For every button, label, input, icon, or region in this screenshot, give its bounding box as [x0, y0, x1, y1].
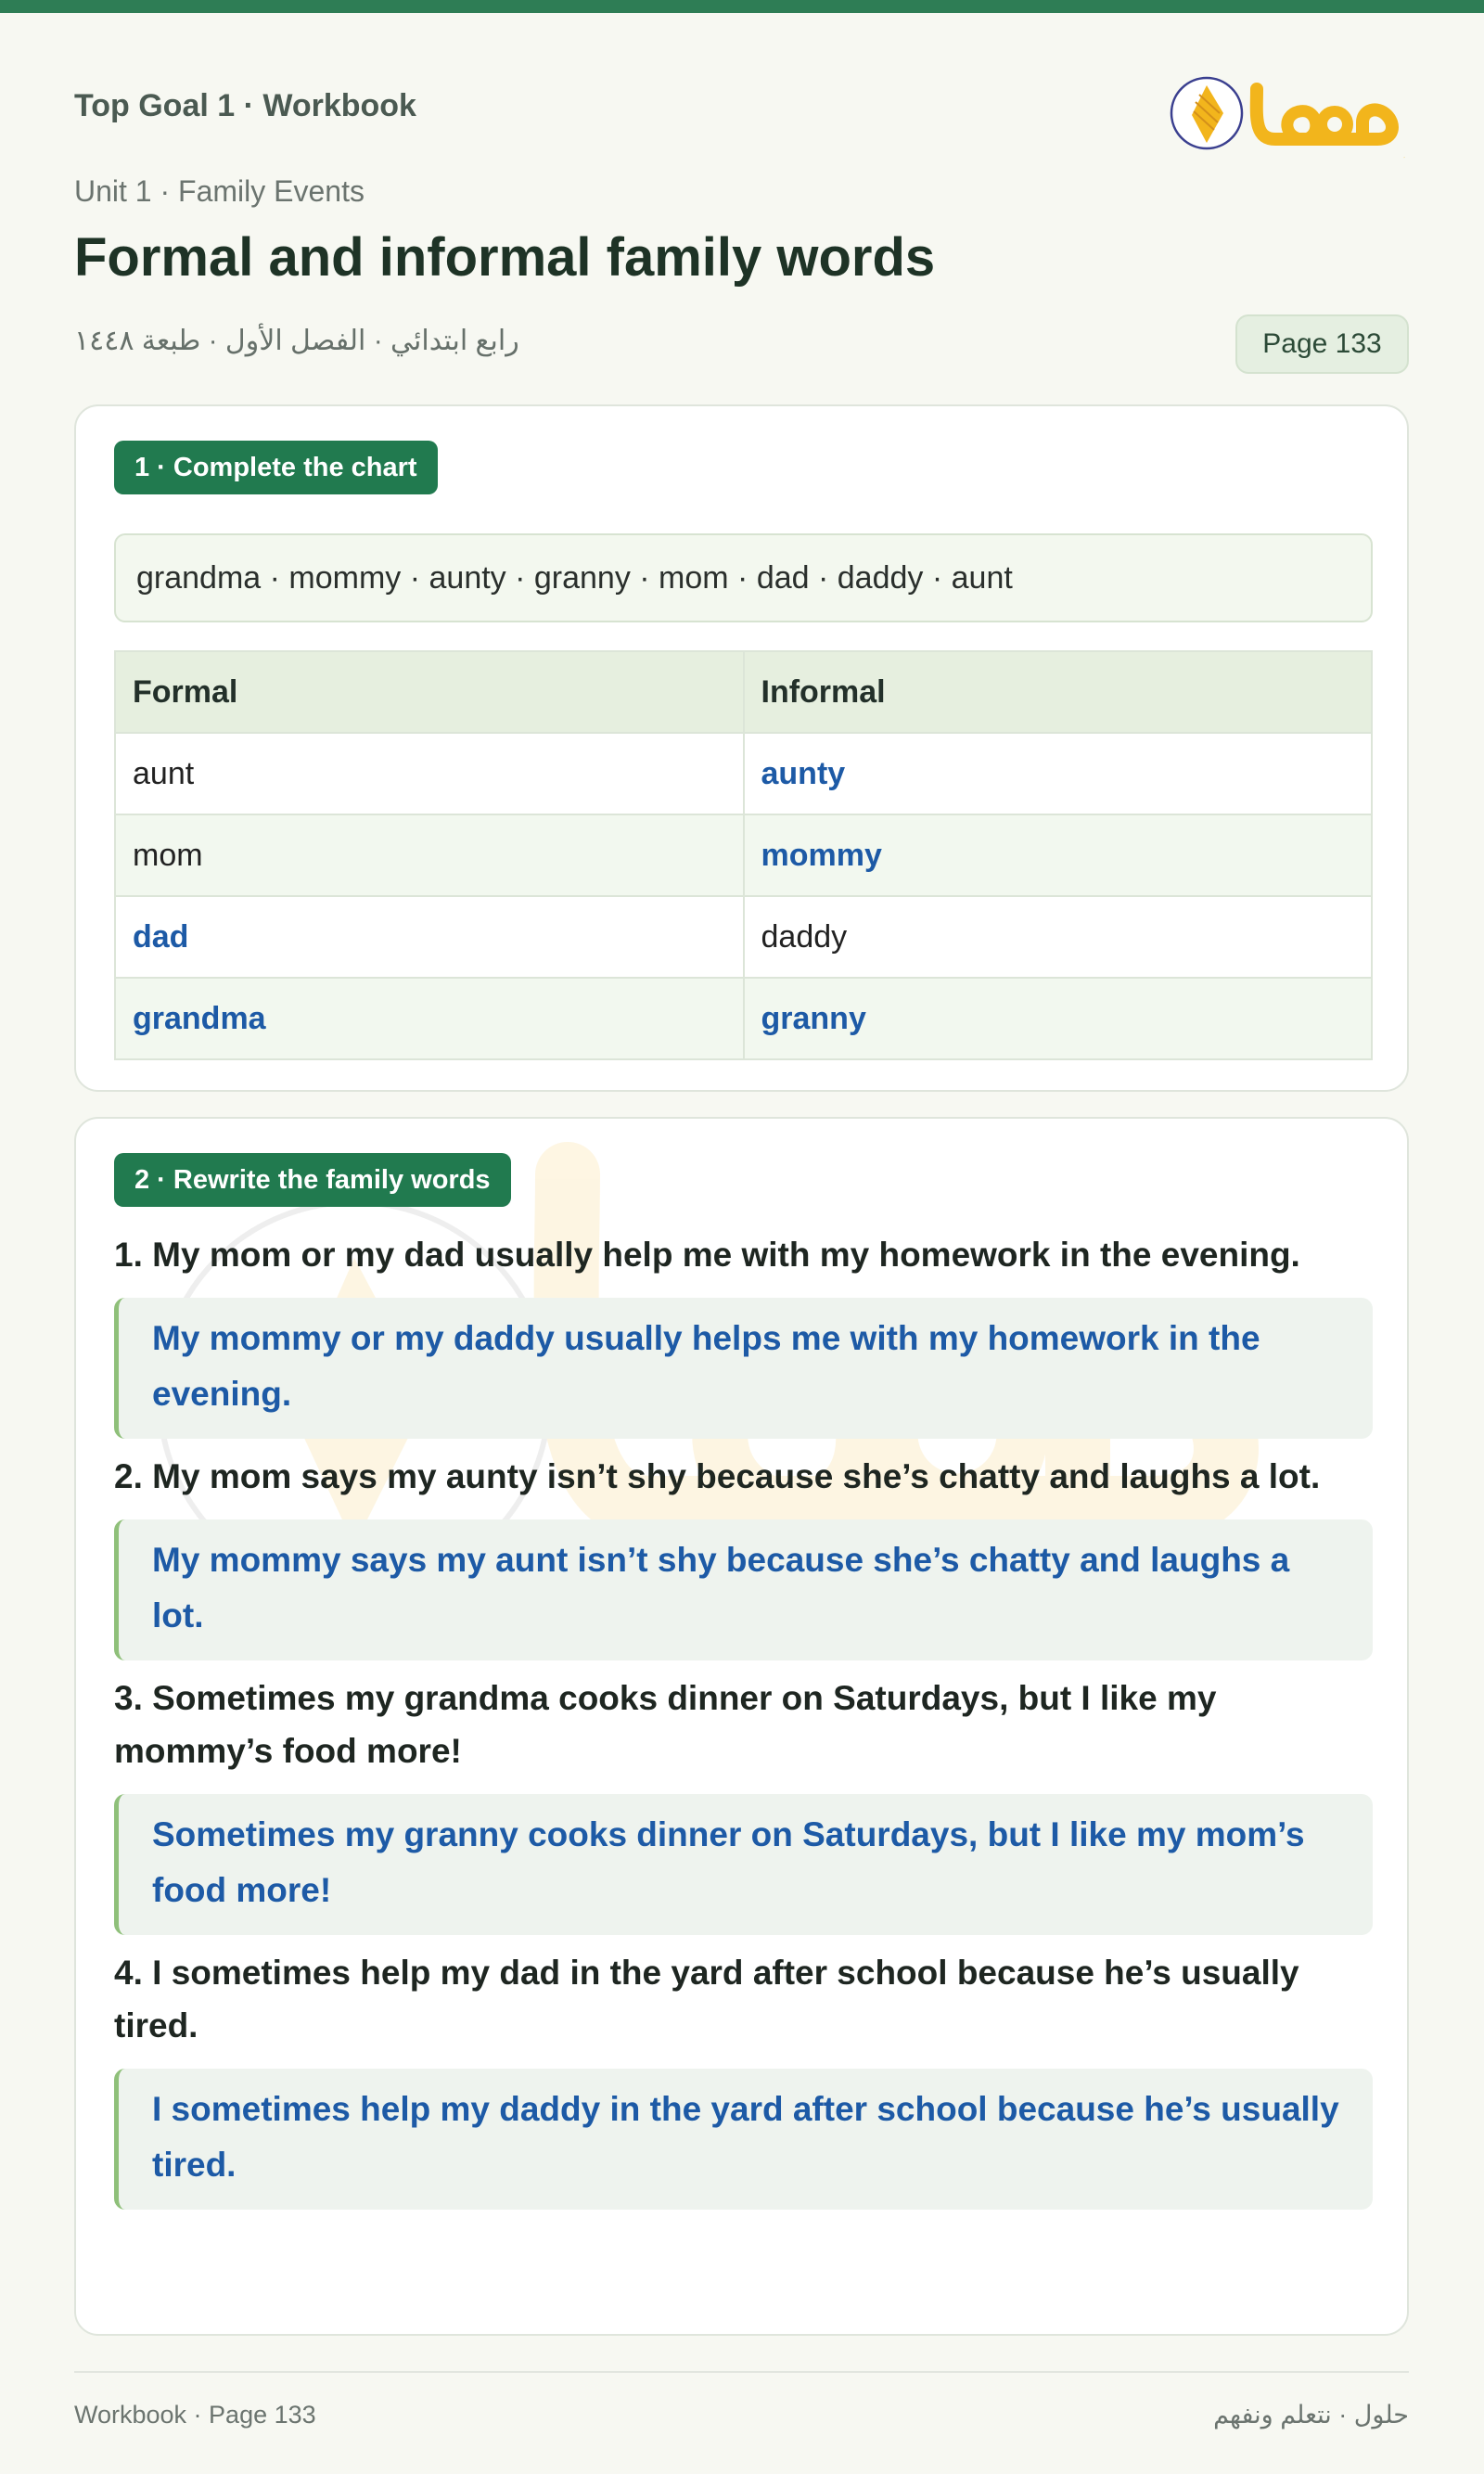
formal-answer-cell: grandma [115, 978, 744, 1059]
section-2-label: 2 · Rewrite the family words [114, 1153, 511, 1207]
rewrite-items [114, 1228, 1373, 2210]
footer-tagline: حلول · نتعلم ونفهم [1213, 2401, 1409, 2429]
arabic-subtitle: رابع ابتدائي · الفصل الأول · طبعة ١٤٤٨ [74, 326, 519, 356]
question-sentence: 4. I sometimes help my dad in the yard after school because he’s usually tired. [114, 1954, 1299, 2045]
section-complete-chart [74, 404, 1409, 1092]
answer-sentence: I sometimes help my daddy in the yard after school because he’s usually tired. [114, 2069, 1373, 2210]
unit-label: Unit 1 · Family Events [74, 174, 365, 208]
section-rewrite-words [74, 1117, 1409, 2336]
family-words-chart [114, 650, 1373, 1060]
chart-row [115, 978, 1372, 1059]
answer-sentence: My mommy says my aunt isn’t shy because she’s chatty and laughs a lot. [114, 1519, 1373, 1660]
answer-sentence: Sometimes my granny cooks dinner on Saturdays, but I like my mom’s food more! [114, 1794, 1373, 1935]
formal-answer-cell: dad [115, 896, 744, 978]
rewrite-item [114, 1228, 1373, 1439]
informal-cell: daddy [744, 896, 1373, 978]
rewrite-item [114, 1672, 1373, 1935]
footer-divider [74, 2371, 1409, 2373]
page-title: Formal and informal family words [74, 227, 936, 288]
chart-row [115, 733, 1372, 814]
chart-row [115, 896, 1372, 978]
column-header-formal: Formal [115, 651, 744, 733]
question-sentence: 3. Sometimes my grandma cooks dinner on Saturdays, but I like my mommy’s food more! [114, 1679, 1217, 1770]
footer-page-label: Workbook · Page 133 [74, 2401, 316, 2429]
workbook-brand: Top Goal 1 · Workbook [74, 88, 416, 123]
informal-answer-cell: mommy [744, 814, 1373, 896]
answer-sentence: My mommy or my daddy usually helps me with my homework in the evening. [114, 1298, 1373, 1439]
question-sentence: 1. My mom or my dad usually help me with my homework in the evening. [114, 1236, 1300, 1274]
word-bank: grandma · mommy · aunty · granny · mom · dad · daddy · aunt [114, 533, 1373, 622]
page-badge: Page 133 [1235, 314, 1409, 374]
section-1-label: 1 · Complete the chart [114, 441, 438, 494]
informal-answer-cell: granny [744, 978, 1373, 1059]
rewrite-item [114, 1946, 1373, 2210]
column-header-informal: Informal [744, 651, 1373, 733]
hulul-logo [1164, 58, 1405, 160]
formal-cell: aunt [115, 733, 744, 814]
question-sentence: 2. My mom says my aunty isn’t shy because she’s chatty and laughs a lot. [114, 1457, 1321, 1495]
formal-cell: mom [115, 814, 744, 896]
informal-answer-cell: aunty [744, 733, 1373, 814]
chart-row [115, 814, 1372, 896]
logo-text: حلول [1403, 158, 1405, 159]
top-accent-bar [0, 0, 1484, 13]
rewrite-item [114, 1450, 1373, 1660]
